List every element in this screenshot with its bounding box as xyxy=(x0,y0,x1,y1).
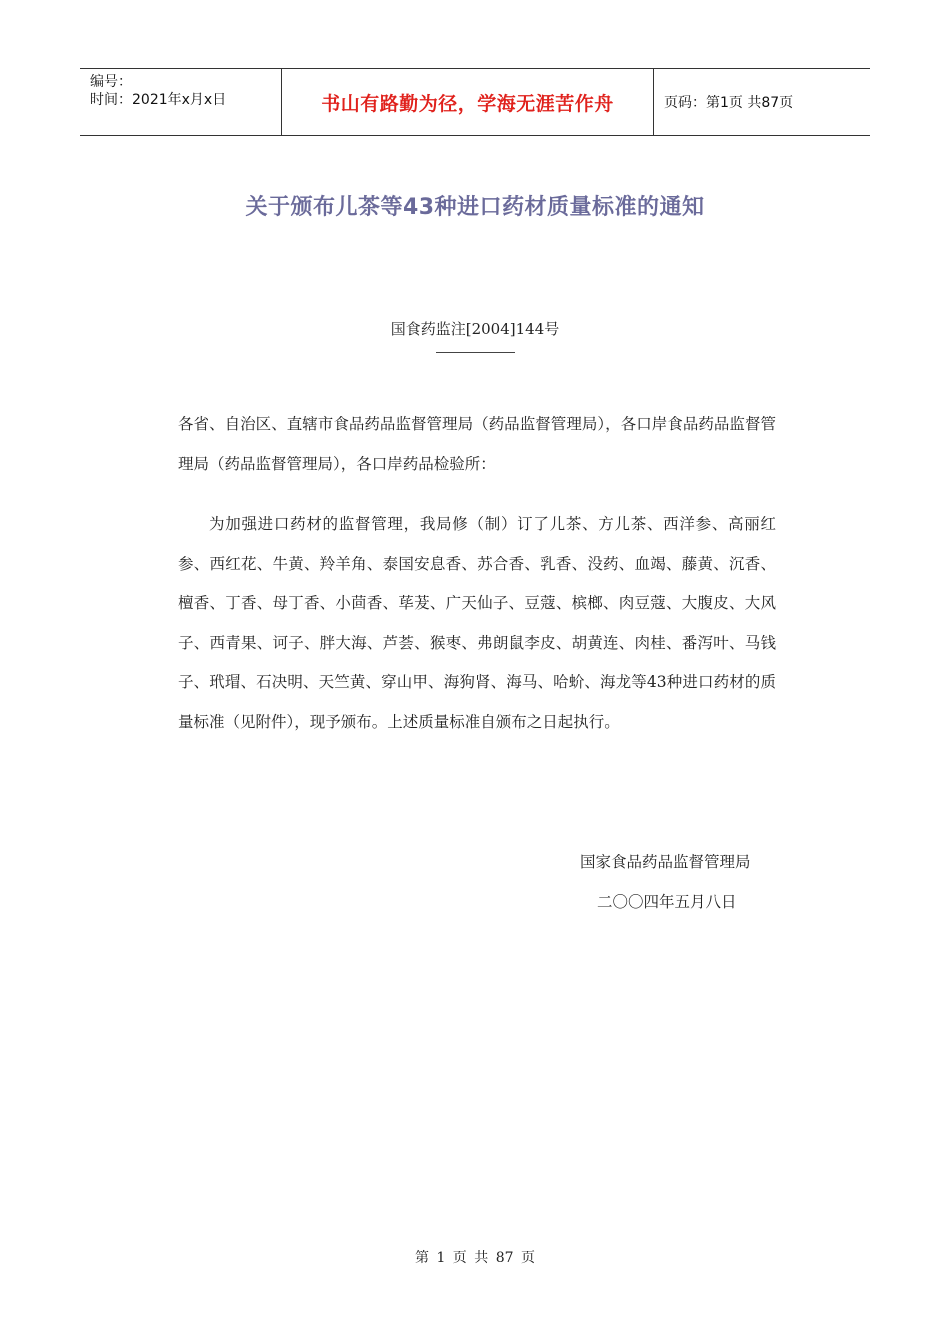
document-number: 国食药监注[2004]144号 xyxy=(390,320,560,338)
header-number-label: 编号： xyxy=(90,74,132,90)
page-header xyxy=(80,68,870,136)
signature-date: 二〇〇四年五月八日 xyxy=(597,893,737,911)
document-number-underline xyxy=(436,352,515,353)
page-footer: 第 1 页 共 87 页 xyxy=(415,1250,535,1266)
header-meta-cell xyxy=(80,69,281,135)
signature-organization: 国家食品药品监督管理局 xyxy=(580,853,751,871)
addressee-paragraph: 各省、自治区、直辖市食品药品监督管理局（药品监督管理局），各口岸食品药品监督管理局（药品监督管理局），各口岸药品检验所： xyxy=(178,415,776,473)
header-motto: 书山有路勤为径，学海无涯苦作舟 xyxy=(281,69,654,135)
body-paragraph: 为加强进口药材的监督管理，我局修（制）订了儿茶、方儿茶、西洋参、高丽红参、西红花、牛黄、羚羊角、泰国安息香、苏合香、乳香、没药、血竭、藤黄、沉香、檀香、丁香、母丁香、小茴香、荜茇、广天仙子、豆蔻、槟榔、肉豆蔻、大腹皮、大风子、西青果、诃子、胖大海、芦荟、猴枣、弗朗鼠李皮、胡黄连、肉桂、番泻叶、马钱子、玳瑁、石决明、天竺黄、穿山甲、海狗肾、海马、哈蚧、海龙等43种进口药材的质量标准（见附件），现予颁布。上述质量标准自颁布之日起执行。 xyxy=(178,515,776,731)
header-page-info: 页码：第1页 共87页 xyxy=(664,95,794,111)
header-time-label: 时间：2021年x月x日 xyxy=(90,92,227,108)
document-title: 关于颁布儿茶等43种进口药材质量标准的通知 xyxy=(245,195,705,220)
